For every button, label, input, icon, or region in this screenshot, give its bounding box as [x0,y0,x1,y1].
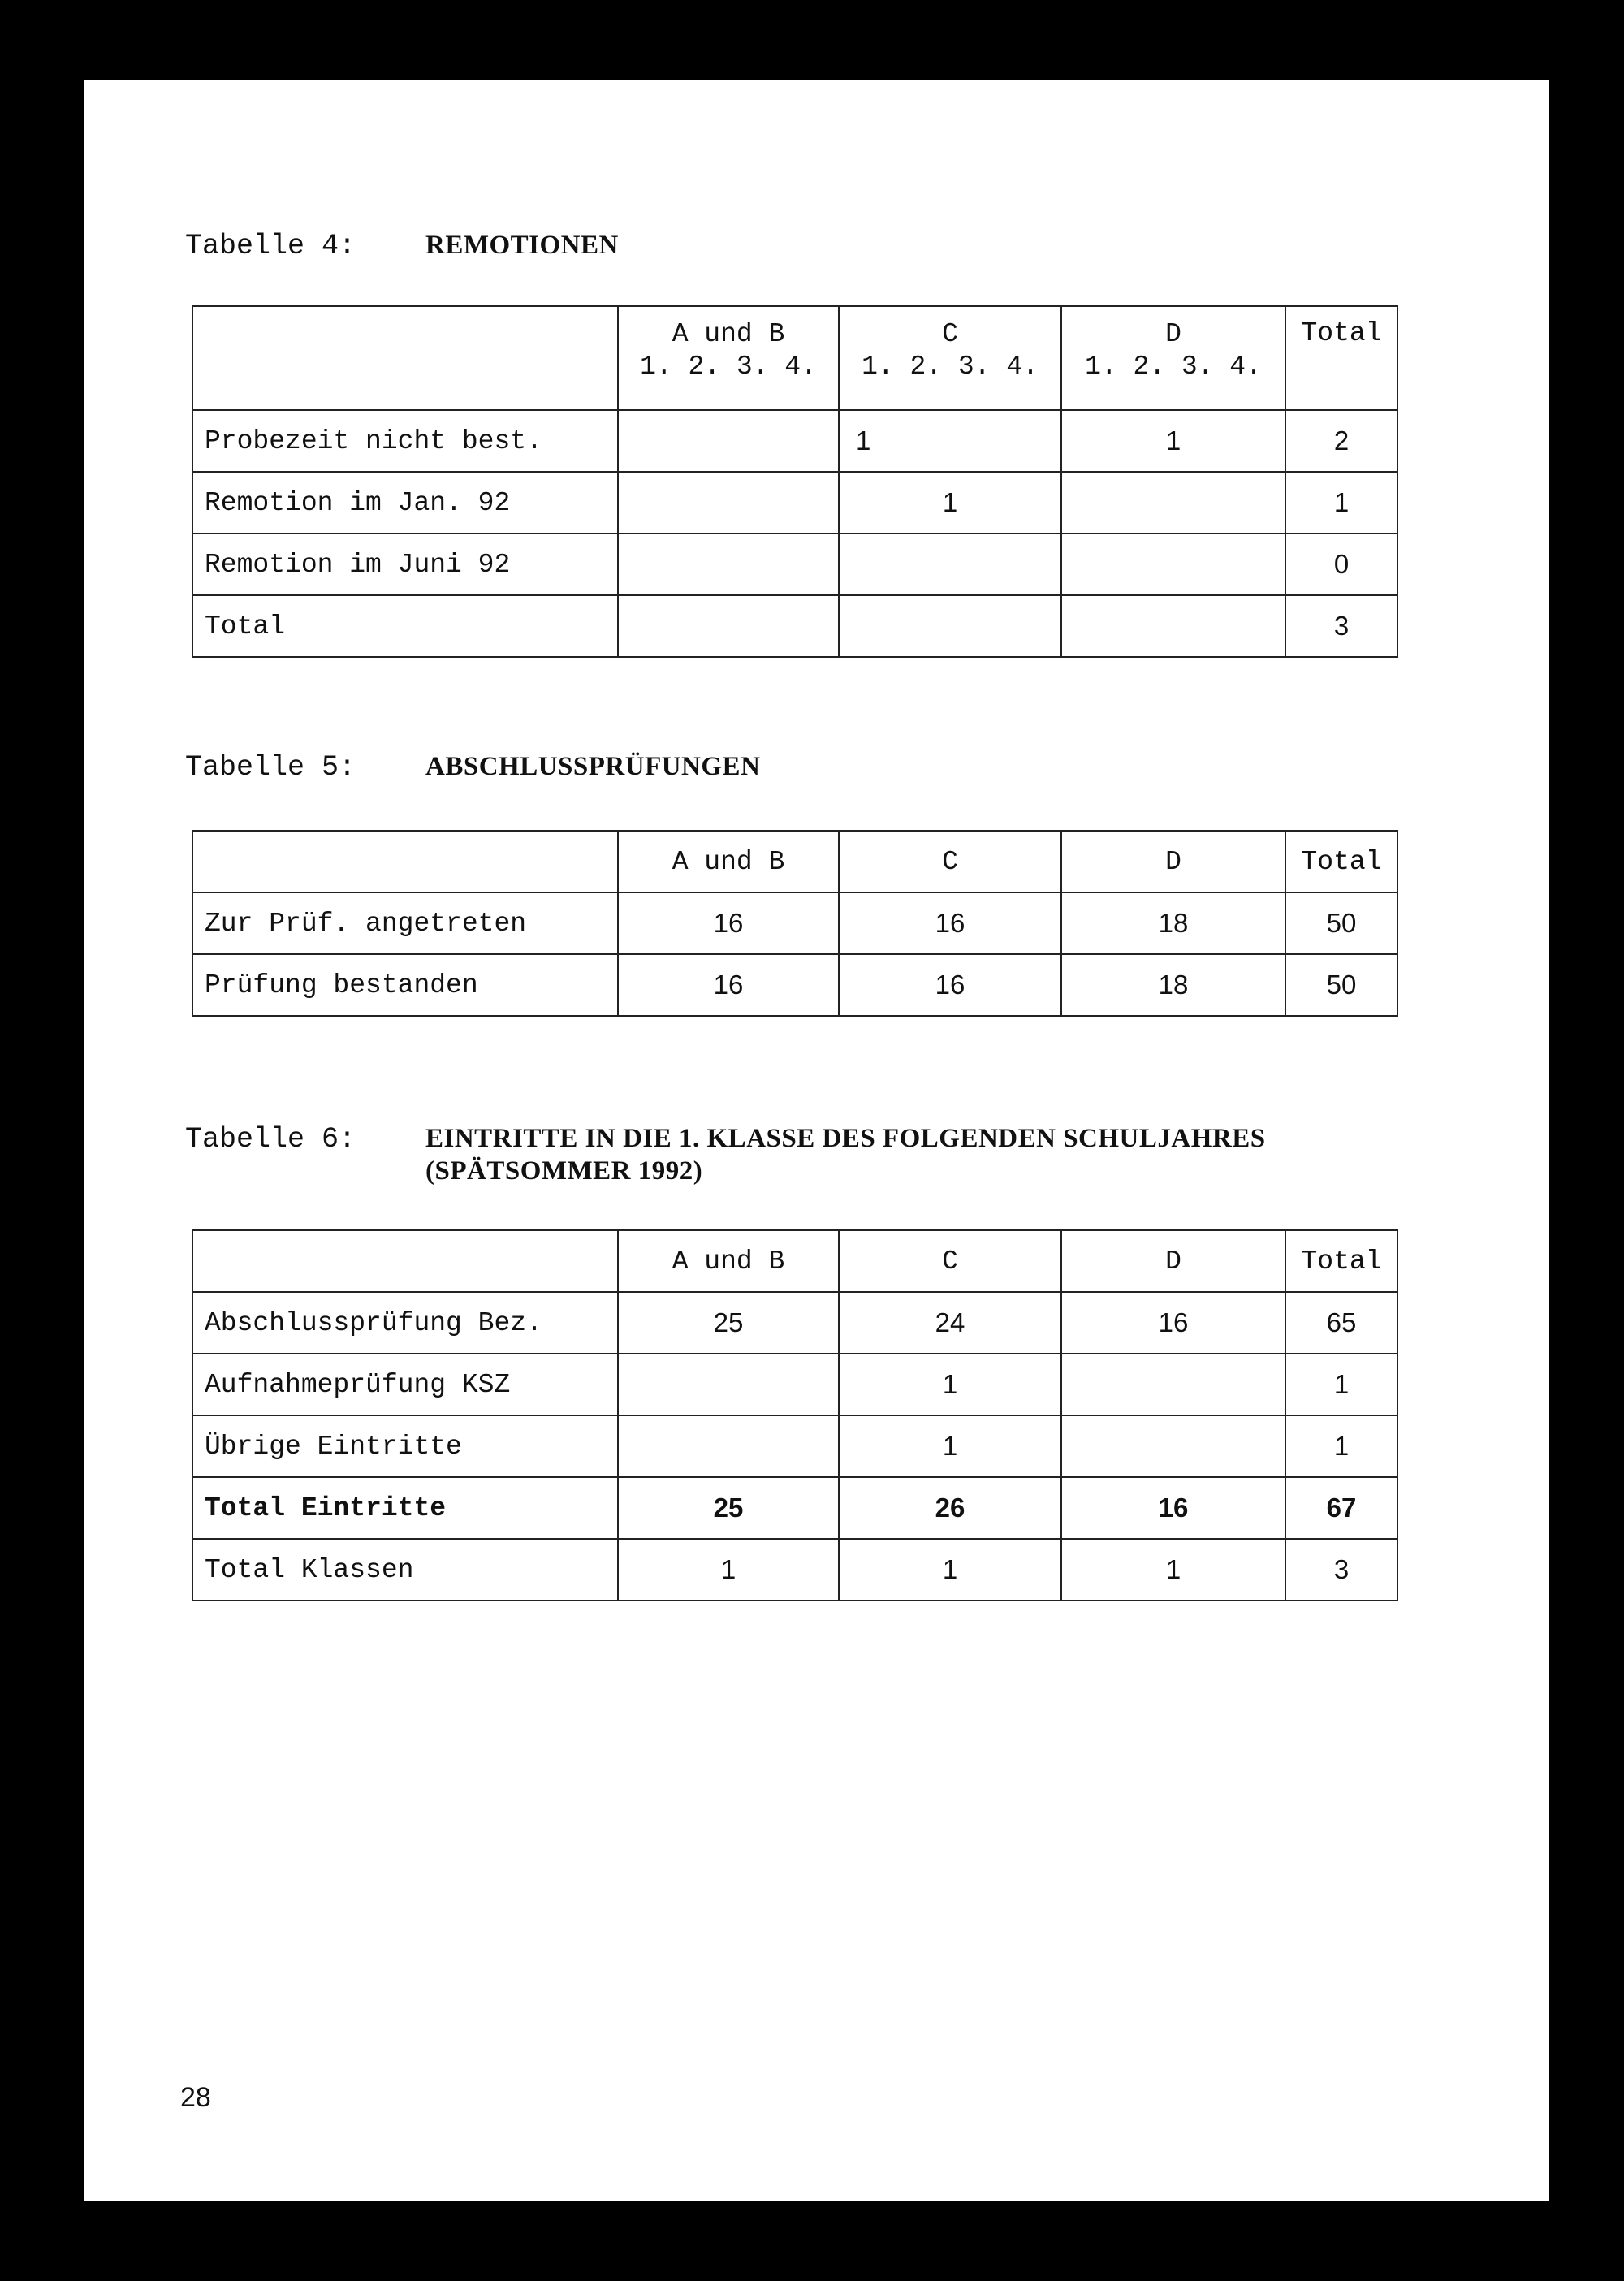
header-empty [192,1230,618,1292]
table5-title: ABSCHLUSSPRÜFUNGEN [425,752,761,781]
cell-ab [618,595,839,657]
cell-ab [618,1354,839,1415]
cell-d: 18 [1061,954,1285,1016]
cell-ab [618,410,839,472]
cell-ab: 1 [618,1539,839,1601]
cell-c [839,595,1061,657]
cell-ab [618,534,839,595]
cell-d [1061,534,1285,595]
row-label: Remotion im Jan. 92 [192,472,618,534]
cell-c: 1 [839,472,1061,534]
cell-ab: 25 [618,1477,839,1539]
document-page [84,80,1549,2201]
table4-caption [185,229,619,262]
cell-total: 1 [1285,1415,1397,1477]
cell-d [1061,1415,1285,1477]
cell-d: 1 [1061,1539,1285,1601]
header-d-label: D [1165,319,1181,349]
table-header-row [192,831,1397,892]
cell-ab: 25 [618,1292,839,1354]
header-d: D [1061,1230,1285,1292]
cell-c: 1 [839,1415,1061,1477]
header-ab-label: A und B [672,319,785,349]
cell-ab [618,472,839,534]
table-header-row [192,1230,1397,1292]
cell-total: 3 [1285,595,1397,657]
header-total: Total [1285,1230,1397,1292]
table-row [192,1415,1397,1477]
table-row [192,472,1397,534]
table-header-row [192,306,1397,410]
header-d-sub: 1. 2. 3. 4. [1085,352,1262,382]
row-label: Zur Prüf. angetreten [192,892,618,954]
header-total: Total [1285,831,1397,892]
cell-total: 3 [1285,1539,1397,1601]
cell-c: 16 [839,892,1061,954]
header-c [839,306,1061,410]
cell-c: 16 [839,954,1061,1016]
table-row [192,1292,1397,1354]
table6-eintritte [192,1229,1398,1601]
row-label: Prüfung bestanden [192,954,618,1016]
row-label: Total [192,595,618,657]
header-ab: A und B [618,831,839,892]
table5-label: Tabelle 5: [185,751,356,784]
cell-total: 50 [1285,892,1397,954]
table-row [192,954,1397,1016]
table6-title-line2: (SPÄTSOMMER 1992) [425,1156,703,1186]
cell-d [1061,472,1285,534]
cell-total: 50 [1285,954,1397,1016]
row-label: Total Eintritte [192,1477,618,1539]
cell-c: 26 [839,1477,1061,1539]
cell-ab [618,1415,839,1477]
table6-title-line1: EINTRITTE IN DIE 1. KLASSE DES FOLGENDEN SCHULJAHRES [425,1124,1266,1153]
header-d [1061,306,1285,410]
cell-total: 2 [1285,410,1397,472]
cell-c: 1 [839,1354,1061,1415]
table-row [192,595,1397,657]
cell-total: 65 [1285,1292,1397,1354]
header-ab-sub: 1. 2. 3. 4. [640,352,817,382]
table4-label: Tabelle 4: [185,230,356,262]
table-row [192,892,1397,954]
table-row [192,534,1397,595]
cell-c: 1 [839,410,1061,472]
row-label: Probezeit nicht best. [192,410,618,472]
row-label: Total Klassen [192,1539,618,1601]
header-c: C [839,1230,1061,1292]
header-c-sub: 1. 2. 3. 4. [862,352,1039,382]
cell-d [1061,1354,1285,1415]
page-number: 28 [180,2082,211,2113]
cell-d: 18 [1061,892,1285,954]
row-label: Übrige Eintritte [192,1415,618,1477]
cell-d: 1 [1061,410,1285,472]
header-d: D [1061,831,1285,892]
row-label: Abschlussprüfung Bez. [192,1292,618,1354]
cell-c: 24 [839,1292,1061,1354]
header-c: C [839,831,1061,892]
cell-d: 16 [1061,1477,1285,1539]
table-row [192,410,1397,472]
table-row-total-eintritte [192,1477,1397,1539]
table6-label: Tabelle 6: [185,1123,356,1156]
table4-title: REMOTIONEN [425,231,619,260]
table5-abschlusspruefungen [192,830,1398,1017]
cell-c: 1 [839,1539,1061,1601]
table6-caption [185,1122,1266,1186]
table5-caption [185,750,760,784]
table-row [192,1539,1397,1601]
cell-ab: 16 [618,892,839,954]
header-empty [192,831,618,892]
table-row [192,1354,1397,1415]
cell-total: 1 [1285,1354,1397,1415]
header-total: Total [1285,306,1397,410]
row-label: Aufnahmeprüfung KSZ [192,1354,618,1415]
cell-total: 1 [1285,472,1397,534]
header-c-label: C [942,319,958,349]
header-ab: A und B [618,1230,839,1292]
cell-ab: 16 [618,954,839,1016]
cell-c [839,534,1061,595]
cell-total: 67 [1285,1477,1397,1539]
table4-remotionen [192,305,1398,658]
row-label: Remotion im Juni 92 [192,534,618,595]
header-ab [618,306,839,410]
cell-total: 0 [1285,534,1397,595]
cell-d [1061,595,1285,657]
cell-d: 16 [1061,1292,1285,1354]
header-empty [192,306,618,410]
